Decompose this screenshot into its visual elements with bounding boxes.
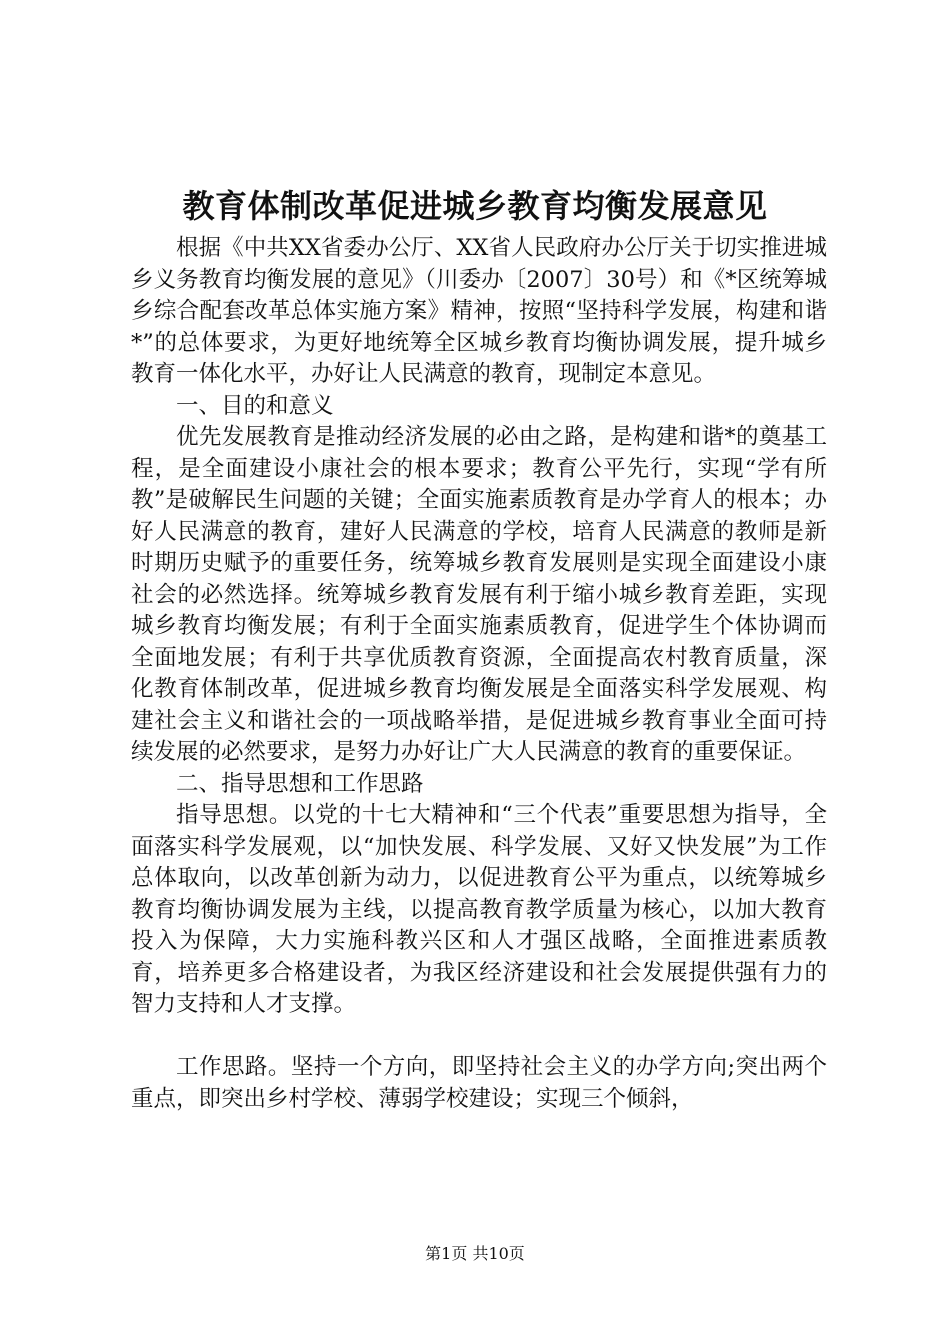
page-footer: 第1页 共10页 xyxy=(425,1244,525,1263)
work-approach-paragraph: 工作思路。坚持一个方向，即坚持社会主义的办学方向;突出两个重点，即突出乡村学校、薄弱学校建设；实现三个倾斜， xyxy=(131,1054,827,1112)
guiding-ideology-paragraph: 指导思想。以党的十七大精神和“三个代表”重要思想为指导，全面落实科学发展观，以“加快发展、科学发展、又好又快发展”为工作总体取向，以改革创新为动力，以促进教育公平为重点，以统筹城乡教育均衡协调发展为主线，以提高教育教学质量为核心，以加大教育投入为保障，大力实施科教兴区和人才强区战略，全面推进素质教育，培养更多合格建设者，为我区经济建设和社会发展提供强有力的智力支持和人才支撑。 xyxy=(131,802,827,1017)
section-heading-purpose: 一、目的和意义 xyxy=(176,392,334,419)
purpose-paragraph: 优先发展教育是推动经济发展的必由之路，是构建和谐*的奠基工程，是全面建设小康社会的根本要求；教育公平先行，实现“学有所教”是破解民生问题的关键；全面实施素质教育是办学育人的根本；办好人民满意的教育，建好人民满意的学校，培育人民满意的教师是新时期历史赋予的重要任务，统筹城乡教育发展则是实现全面建设小康社会的必然选择。统筹城乡教育发展有利于缩小城乡教育差距，实现城乡教育均衡发展；有利于全面实施素质教育，促进学生个体协调而全面地发展；有利于共享优质教育资源，全面提高农村教育质量，深化教育体制改革，促进城乡教育均衡发展是全面落实科学发展观、构建社会主义和谐社会的一项战略举措，是促进城乡教育事业全面可持续发展的必然要求，是努力办好让广大人民满意的教育的重要保证。 xyxy=(131,424,827,765)
document-title: 教育体制改革促进城乡教育均衡发展意见 xyxy=(182,187,768,225)
intro-paragraph: 根据《中共XX省委办公厅、XX省人民政府办公厅关于切实推进城乡义务教育均衡发展的意见》（川委办〔2007〕30号）和《*区统筹城乡综合配套改革总体实施方案》精神，按照“坚持科学发展，构建和谐*”的总体要求，为更好地统筹全区城乡教育均衡协调发展，提升城乡教育一体化水平，办好让人民满意的教育，现制定本意见。 xyxy=(131,235,827,387)
section-heading-guidance: 二、指导思想和工作思路 xyxy=(176,770,424,797)
document-body xyxy=(131,233,827,1115)
